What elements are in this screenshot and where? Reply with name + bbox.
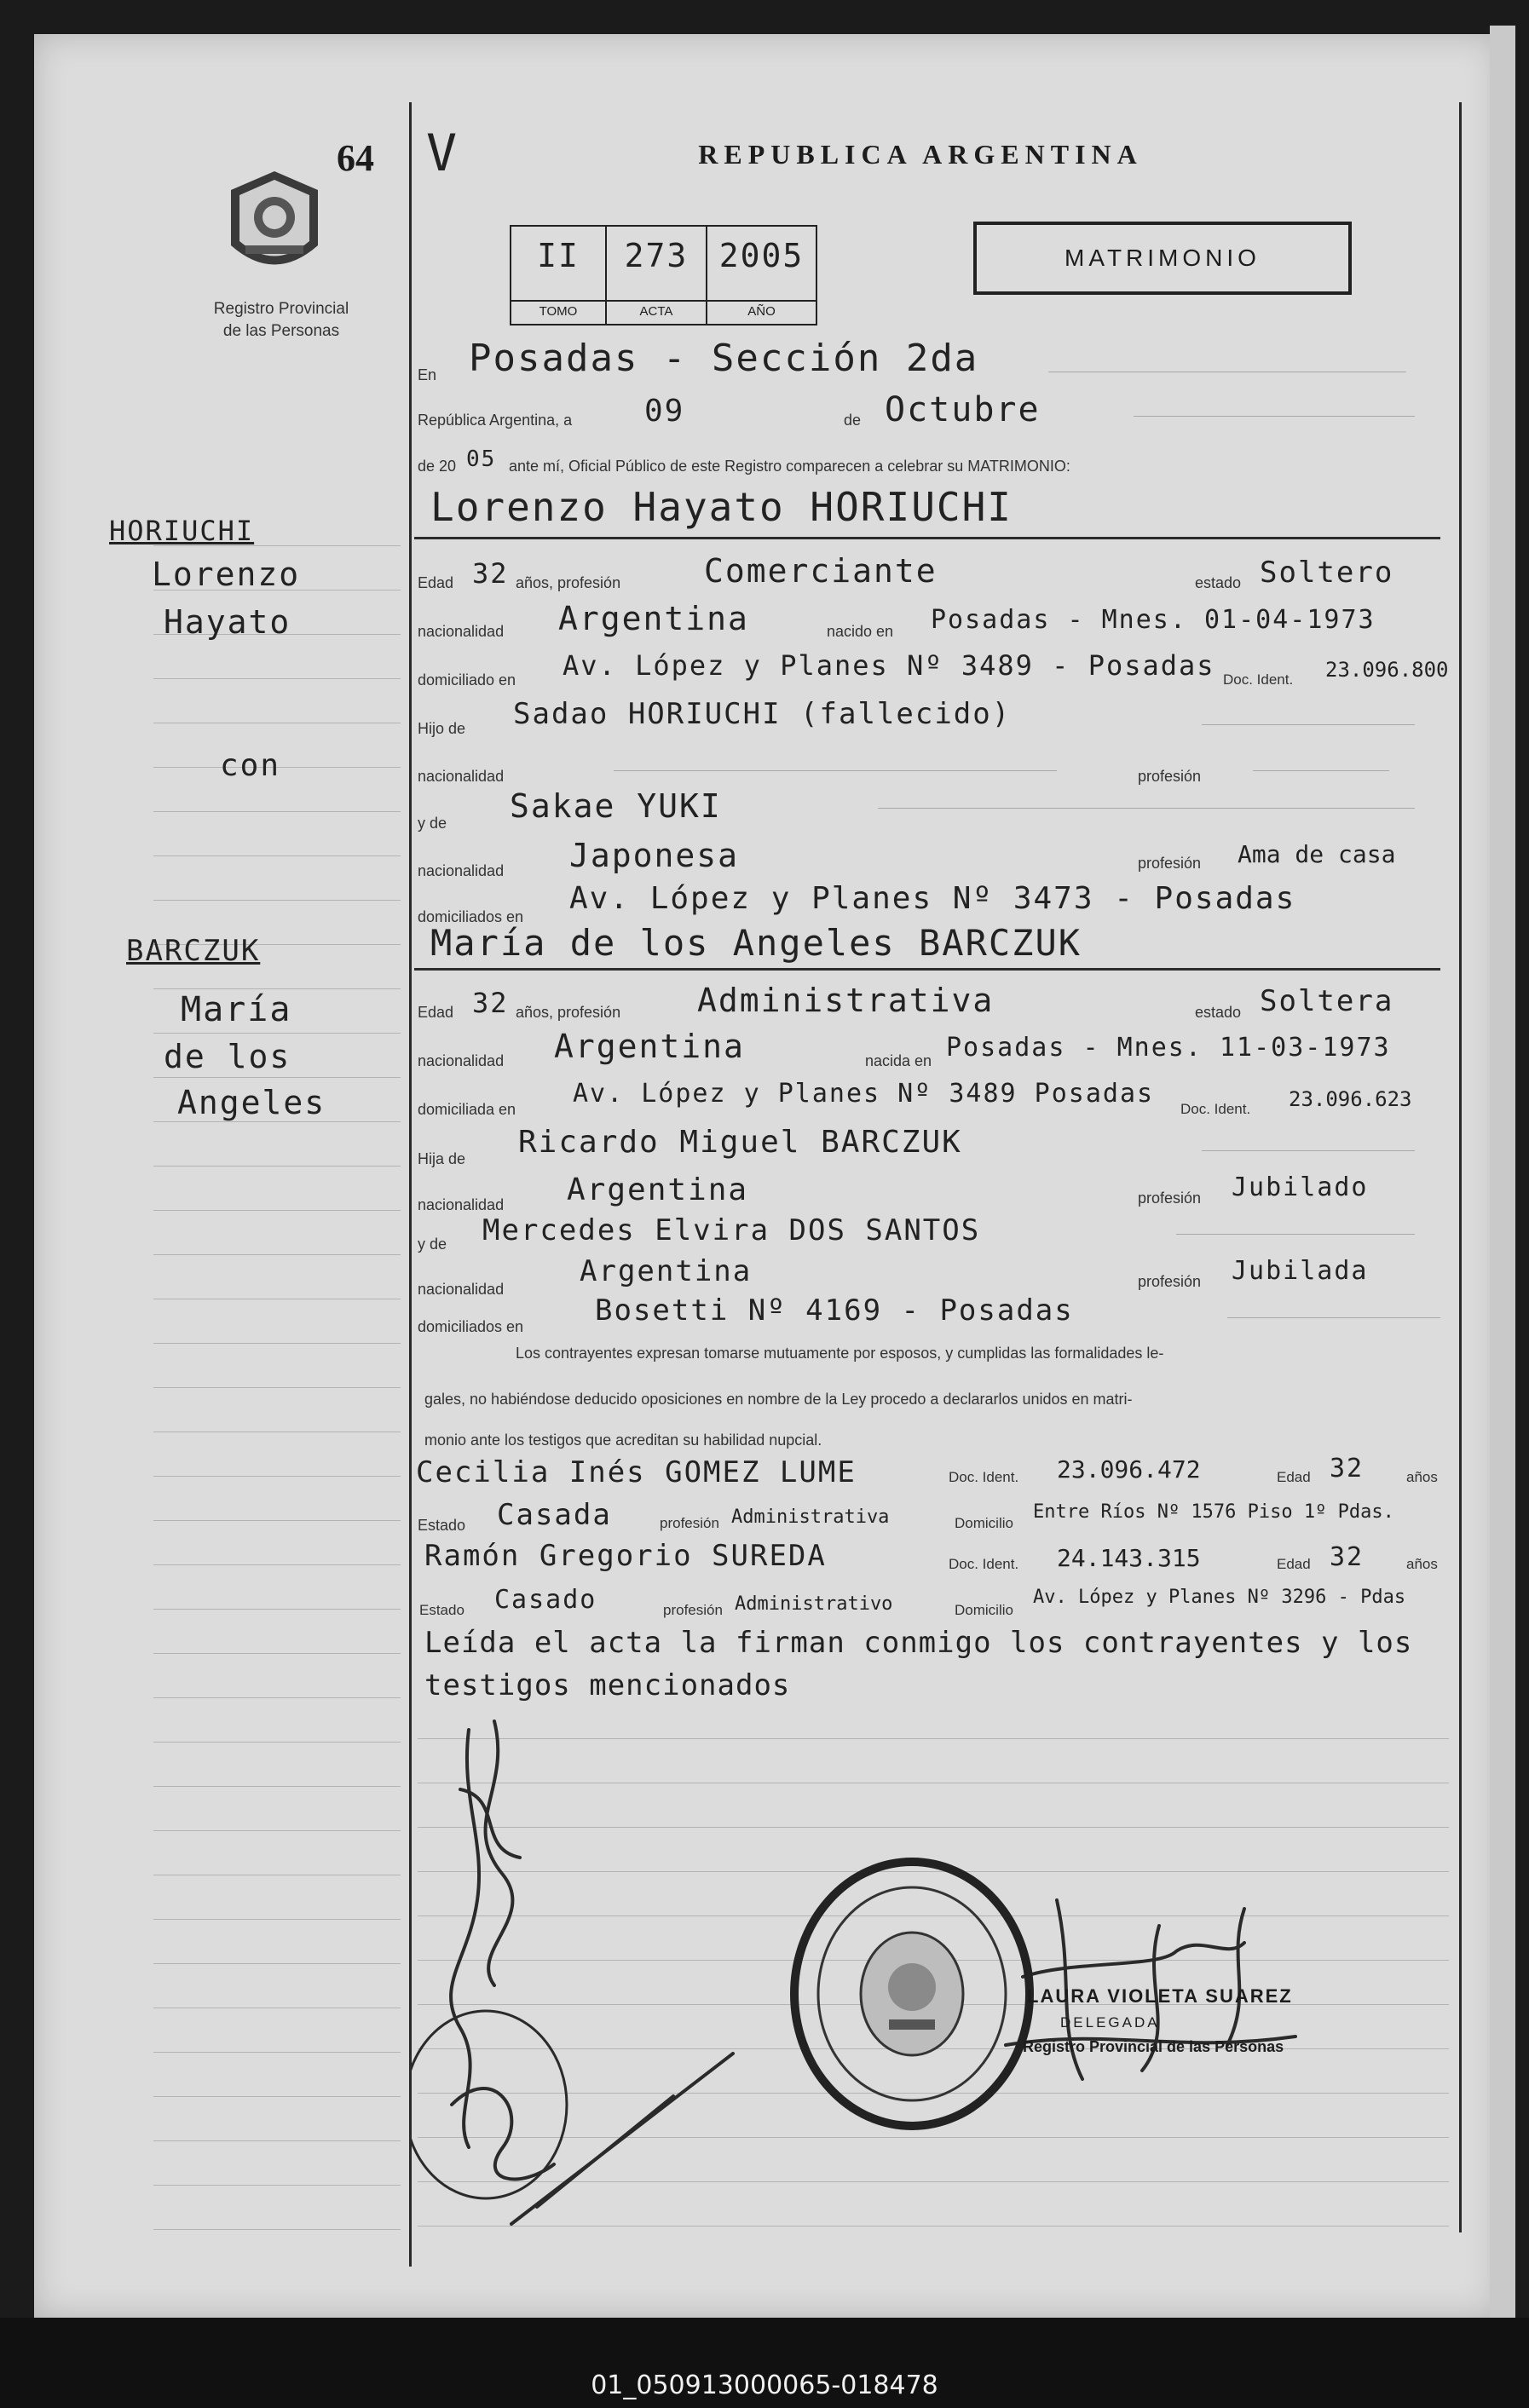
margin-ruled-line [153, 1564, 401, 1565]
bride-mother-nationality: Argentina [580, 1254, 753, 1288]
bride-name-rule [414, 968, 1440, 971]
witness1-age: 32 [1330, 1454, 1365, 1483]
margin-ruled-line [153, 1742, 401, 1743]
declaration-line1: Los contrayentes expresan tomarse mutuamente por esposos, y cumplidas las formalidades le- [516, 1345, 1164, 1362]
bride-estado-label: estado [1195, 1004, 1242, 1021]
groom-profession: Comerciante [704, 552, 938, 590]
groom-father-prof-line [1253, 770, 1389, 771]
bride-birth: Posadas - Mnes. 11-03-1973 [946, 1033, 1391, 1063]
margin-ruled-line [153, 1919, 401, 1920]
witness1-anos-label: años [1406, 1469, 1438, 1485]
groom-father: Sadao HORIUCHI (fallecido) [513, 697, 1012, 731]
declaration-line3: monio ante los testigos que acreditan su habilidad nupcial. [424, 1432, 822, 1449]
groom-doc: 23.096.800 [1325, 658, 1449, 682]
de-label: de [844, 412, 862, 429]
groom-mother-line [878, 808, 1415, 809]
bride-domiciliados-label: domiciliados en [418, 1318, 524, 1335]
witness1-doc: 23.096.472 [1057, 1455, 1201, 1483]
margin-ruled-line [153, 678, 401, 679]
margin-ruled-line [153, 1476, 401, 1477]
day-value: 09 [644, 394, 685, 429]
margin-ruled-line [153, 2185, 401, 2186]
margin-ruled-line [153, 1520, 401, 1521]
groom-nationality: Argentina [558, 600, 749, 637]
year-suffix: 05 [466, 446, 497, 472]
bride-father-line [1202, 1150, 1415, 1151]
bride-age: 32 [472, 987, 509, 1019]
witness2-doc-label: Doc. Ident. [949, 1556, 1019, 1572]
bride-father-nationality: Argentina [567, 1172, 749, 1207]
tomo-label: TOMO [511, 300, 605, 319]
witness1-edad-label: Edad [1277, 1469, 1311, 1485]
witness2-address: Av. López y Planes Nº 3296 - Pdas [1033, 1587, 1406, 1608]
margin-ruled-line [153, 1254, 401, 1255]
bride-father-prof-label: profesión [1138, 1190, 1202, 1207]
margin-ruled-line [153, 1210, 401, 1211]
bride-father-profession: Jubilado [1232, 1172, 1369, 1202]
margin-ruled-line [153, 811, 401, 812]
groom-father-line [1202, 724, 1415, 725]
page-number: 64 [337, 137, 374, 179]
registry-label-line2: de las Personas [222, 322, 340, 340]
margin-ruled-line [153, 1343, 401, 1344]
bride-doc: 23.096.623 [1289, 1087, 1412, 1111]
groom-profesion-label: años, profesión [516, 574, 621, 591]
month-value: Octubre [885, 390, 1041, 429]
groom-father-nac-line [614, 770, 1057, 771]
bride-address: Av. López y Planes Nº 3489 Posadas [573, 1079, 1155, 1109]
witness1-civil-status: Casada [497, 1498, 612, 1532]
groom-mother-nationality: Japonesa [569, 837, 740, 874]
bride-hija-label: Hija de [418, 1150, 466, 1167]
margin-ruled-line [153, 1387, 401, 1388]
bride-mother-line [1176, 1234, 1415, 1235]
en-label: En [418, 366, 437, 383]
groom-domicilio-label: domiciliado en [418, 671, 516, 688]
groom-mother: Sakae YUKI [510, 787, 722, 825]
margin-ruled-line [153, 900, 401, 901]
footer-code: 01_050913000065-018478 [591, 2371, 938, 2400]
ano-value: 2005 [718, 237, 805, 274]
official-name: LAURA VIOLETA SUAREZ [1027, 1985, 1293, 2007]
bride-father: Ricardo Miguel BARCZUK [518, 1125, 962, 1160]
margin-ruled-line [153, 1963, 401, 1964]
groom-age: 32 [472, 557, 509, 590]
bride-mother-profession: Jubilada [1232, 1256, 1369, 1286]
margin-ruled-line [153, 1697, 401, 1698]
groom-name-rule [414, 537, 1440, 539]
witness1-profession: Administrativa [731, 1506, 890, 1528]
intro-statement: ante mí, Oficial Público de este Registro comparecen a celebrar su MATRIMONIO: [509, 458, 1070, 475]
declaration-line2: gales, no habiéndose deducido oposiciones en nombre de la Ley procedo a declararlos unidos en matri- [424, 1391, 1133, 1408]
witness2-name: Ramón Gregorio SUREDA [424, 1539, 827, 1573]
groom-nacionalidad-label: nacionalidad [418, 623, 505, 640]
witness2-doc: 24.143.315 [1057, 1544, 1201, 1572]
bride-civil-status: Soltera [1260, 984, 1394, 1018]
registry-label [175, 298, 388, 343]
groom-edad-label: Edad [418, 574, 454, 591]
groom-y-de-label: y de [418, 815, 447, 832]
margin-ruled-line [153, 2229, 401, 2230]
groom-mother-nac-label: nacionalidad [418, 862, 505, 879]
ano-label: AÑO [707, 300, 816, 319]
month-line [1134, 416, 1415, 417]
republic-label: República Argentina, a [418, 412, 573, 429]
ano-cell [707, 227, 816, 324]
closing-line1: Leída el acta la firman conmigo los contrayentes y los [424, 1626, 1413, 1660]
margin-ruled-line [153, 855, 401, 856]
bride-nationality: Argentina [554, 1028, 745, 1065]
groom-civil-status: Soltero [1260, 556, 1394, 590]
bride-profession: Administrativa [697, 982, 995, 1019]
witness2-domicilio-label: Domicilio [955, 1602, 1013, 1618]
margin-ruled-line [153, 2096, 401, 2097]
witness2-profession: Administrativo [735, 1593, 893, 1615]
acta-value: 273 [624, 237, 689, 274]
groom-doc-label: Doc. Ident. [1223, 671, 1294, 688]
groom-mother-prof-label: profesión [1138, 855, 1202, 872]
groom-domiciliados-label: domiciliados en [418, 908, 524, 925]
year-prefix: de 20 [418, 458, 457, 475]
witness2-anos-label: años [1406, 1556, 1438, 1572]
groom-full-name: Lorenzo Hayato HORIUCHI [430, 484, 1013, 530]
margin-ruled-line [153, 988, 401, 989]
margin-bride-given-3: Angeles [177, 1084, 326, 1121]
groom-hijo-label: Hijo de [418, 720, 466, 737]
bride-mother-prof-label: profesión [1138, 1273, 1202, 1290]
witness1-name: Cecilia Inés GOMEZ LUME [416, 1455, 857, 1489]
closing-line2: testigos mencionados [424, 1668, 791, 1702]
bride-parents-line [1227, 1317, 1440, 1318]
bride-nacionalidad-label: nacionalidad [418, 1052, 505, 1069]
witness1-address: Entre Ríos Nº 1576 Piso 1º Pdas. [1033, 1501, 1394, 1523]
official-role: DELEGADA [1060, 2014, 1160, 2031]
groom-nacido-label: nacido en [827, 623, 894, 640]
bride-profesion-label: años, profesión [516, 1004, 621, 1021]
margin-ruled-line [153, 2140, 401, 2141]
registry-seal-icon [224, 164, 325, 284]
groom-father-prof-label: profesión [1138, 768, 1202, 785]
witness2-age: 32 [1330, 1542, 1365, 1572]
bride-edad-label: Edad [418, 1004, 454, 1021]
witness2-civil-status: Casado [494, 1585, 597, 1615]
groom-parents-address: Av. López y Planes Nº 3473 - Posadas [569, 881, 1296, 916]
witness2-profesion-label: profesión [663, 1602, 723, 1618]
margin-groom-given-1: Lorenzo [152, 556, 301, 593]
margin-groom-surname: HORIUCHI [109, 515, 255, 547]
margin-ruled-line [153, 1166, 401, 1167]
margin-bride-given-2: de los [164, 1038, 291, 1075]
margin-groom-given-2: Hayato [164, 603, 291, 641]
margin-ruled-line [153, 1653, 401, 1654]
bride-mother-nac-label: nacionalidad [418, 1281, 505, 1298]
bride-parents-address: Bosetti Nº 4169 - Posadas [595, 1293, 1074, 1328]
tomo-value: II [537, 237, 580, 274]
margin-ruled-line [153, 1786, 401, 1787]
groom-father-nac-label: nacionalidad [418, 768, 505, 785]
margin-connector: con [220, 748, 281, 783]
bride-mother: Mercedes Elvira DOS SANTOS [482, 1213, 981, 1247]
country-heading: REPUBLICA ARGENTINA [698, 139, 1143, 170]
tomo-cell [511, 227, 607, 324]
groom-mother-profession: Ama de casa [1238, 840, 1396, 868]
groom-address: Av. López y Planes Nº 3489 - Posadas [563, 649, 1215, 682]
official-stamp-icon [788, 1858, 1036, 2130]
bride-domicilio-label: domiciliada en [418, 1101, 516, 1118]
witness1-estado-label: Estado [418, 1517, 466, 1534]
registry-label-line1: Registro Provincial [213, 300, 349, 318]
record-type-box: MATRIMONIO [973, 222, 1352, 295]
bride-full-name: María de los Angeles BARCZUK [430, 922, 1082, 964]
witness1-domicilio-label: Domicilio [955, 1515, 1013, 1531]
margin-ruled-line [153, 2052, 401, 2053]
witness1-doc-label: Doc. Ident. [949, 1469, 1019, 1485]
margin-ruled-line [153, 1033, 401, 1034]
margin-ruled-line [153, 1077, 401, 1078]
margin-ruled-line [153, 1609, 401, 1610]
groom-birth: Posadas - Mnes. 01-04-1973 [931, 605, 1376, 635]
witness2-edad-label: Edad [1277, 1556, 1311, 1572]
corner-mark: V [426, 124, 459, 183]
margin-ruled-line [153, 1830, 401, 1831]
acta-cell [607, 227, 707, 324]
bride-nacida-label: nacida en [865, 1052, 932, 1069]
bride-y-de-label: y de [418, 1236, 447, 1253]
witness1-profesion-label: profesión [660, 1515, 719, 1531]
witness2-estado-label: Estado [419, 1602, 464, 1618]
acta-label: ACTA [607, 300, 706, 319]
tomo-acta-ano-box [510, 225, 817, 325]
margin-ruled-line [153, 1121, 401, 1122]
official-registry: Registro Provincial de las Personas [1023, 2038, 1284, 2055]
place-value: Posadas - Sección 2da [469, 337, 979, 380]
margin-bride-given-1: María [181, 990, 292, 1029]
groom-estado-label: estado [1195, 574, 1242, 591]
bride-father-nac-label: nacionalidad [418, 1196, 505, 1213]
margin-bride-surname: BARCZUK [126, 934, 261, 968]
bride-doc-label: Doc. Ident. [1180, 1101, 1251, 1117]
